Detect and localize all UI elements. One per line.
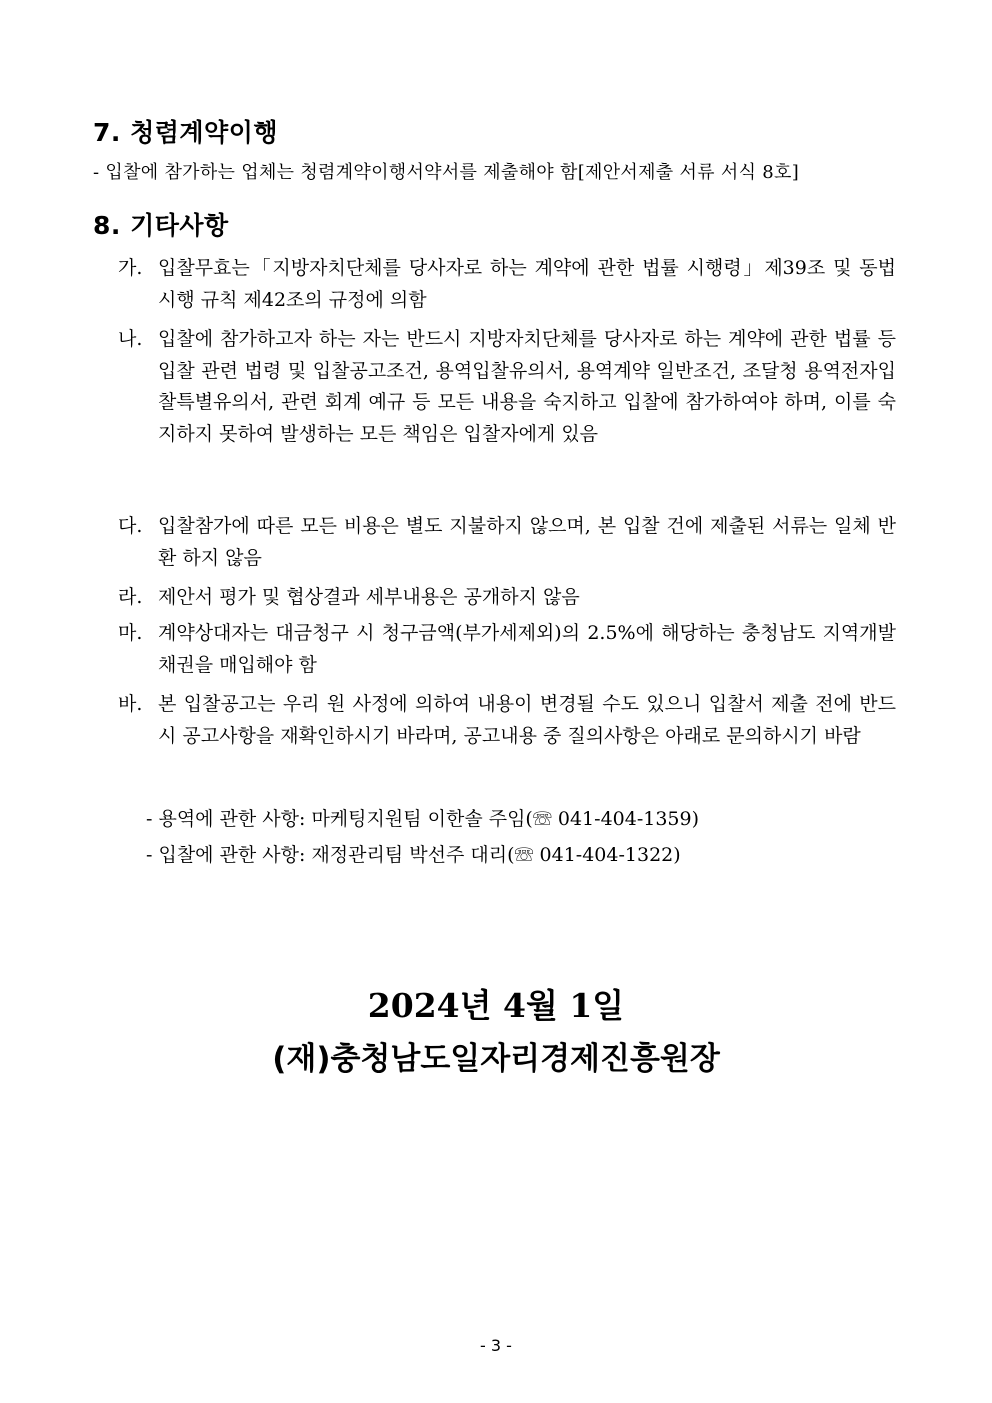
item-text: 제안서 평가 및 협상결과 세부내용은 공개하지 않음 <box>158 586 580 608</box>
section-7-text: - 입찰에 참가하는 업체는 청렴계약이행서약서를 제출해야 함[제안서제출 서류 서식 8호] <box>93 162 800 183</box>
item-text: 계약상대자는 대금청구 시 청구금액(부가세제외)의 2.5%에 해당하는 충청남도 지역개발채권을 매입해야 함 <box>158 622 896 676</box>
section-8-heading: 8. 기타사항 <box>93 211 229 240</box>
item-marker: 다. <box>118 515 143 537</box>
item-marker: 바. <box>118 693 143 715</box>
item-marker: 라. <box>118 586 143 608</box>
item-text: 입찰무효는「지방자치단체를 당사자로 하는 계약에 관한 법률 시행령」제39조 및 동법 시행 규칙 제42조의 규정에 의함 <box>158 257 896 311</box>
section-7-heading: 7. 청렴계약이행 <box>93 118 278 147</box>
item-marker: 가. <box>118 257 143 279</box>
document-date: 2024년 4월 1일 <box>367 986 625 1025</box>
list-item <box>118 618 896 681</box>
item-marker: 나. <box>118 328 143 350</box>
page-number: - 3 - <box>480 1336 512 1355</box>
list-item <box>118 253 896 316</box>
list-item <box>118 511 896 574</box>
contact-line: - 용역에 관한 사항: 마케팅지원팀 이한솔 주임(☏ 041-404-1359) <box>146 808 700 830</box>
item-text: 입찰에 참가하고자 하는 자는 반드시 지방자치단체를 당사자로 하는 계약에 관한 법률 등 입찰 관련 법령 및 입찰공고조건, 용역입찰유의서, 용역계약 일반조건, 조달청 용역전자입찰특별유의서, 관련 회계 예규 등 모든 내용을 숙지하고 입찰에 참가하여야 하며, 이를 숙지하지 못하여 발생하는 모든 책임은 입찰자에게 있음 <box>158 328 896 445</box>
item-text: 본 입찰공고는 우리 원 사정에 의하여 내용이 변경될 수도 있으니 입찰서 제출 전에 반드시 공고사항을 재확인하시기 바라며, 공고내용 중 질의사항은 아래로 문의하시기 바람 <box>158 693 896 747</box>
item-text: 입찰참가에 따른 모든 비용은 별도 지불하지 않으며, 본 입찰 건에 제출된 서류는 일체 반환 하지 않음 <box>158 515 896 569</box>
list-item <box>118 324 896 450</box>
organization-name: (재)충청남도일자리경제진흥원장 <box>272 1041 720 1077</box>
item-marker: 마. <box>118 622 143 644</box>
list-item <box>118 689 896 752</box>
list-item <box>118 582 896 614</box>
contact-line: - 입찰에 관한 사항: 재정관리팀 박선주 대리(☏ 041-404-1322) <box>146 844 681 866</box>
